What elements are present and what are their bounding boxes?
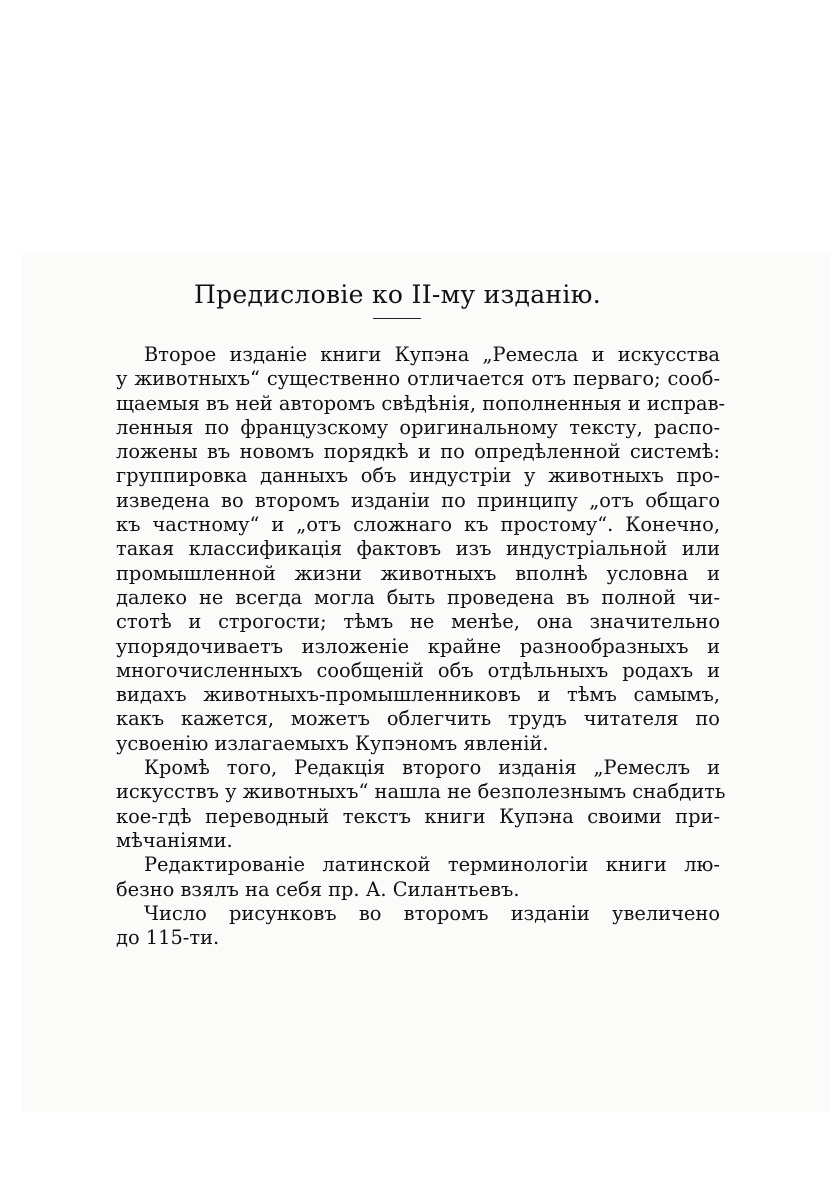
text-line: стотѣ и строгости; тѣмъ не менѣе, она значительно — [116, 610, 720, 634]
title-divider — [373, 318, 421, 319]
text-line: до 115-ти. — [116, 926, 220, 950]
text-line: видахъ животныхъ-промышленниковъ и тѣмъ самымъ, — [116, 683, 720, 707]
text-line: ложены въ новомъ порядкѣ и по опредѣленной системѣ: — [116, 440, 720, 464]
text-line: упорядочиваетъ изложеніе крайне разнообразныхъ и — [116, 634, 720, 658]
text-line: кое-гдѣ переводный текстъ книги Купэна своими при- — [116, 804, 720, 828]
text-line: искусствъ у животныхъ“ нашла не безполезнымъ снабдить — [116, 780, 726, 804]
text-line: многочисленныхъ сообщеній объ отдѣльныхъ родахъ и — [116, 658, 720, 682]
text-line: ленныя по французскому оригинальному тексту, распо- — [116, 415, 720, 439]
text-line: Редактированіе латинской терминологіи книги лю- — [144, 853, 720, 877]
text-line: Кромѣ того, Редакція второго изданія „Ремеслъ и — [144, 756, 720, 780]
text-line: щаемыя въ ней авторомъ свѣдѣнія, пополненныя и исправ- — [116, 391, 726, 415]
text-line: промышленной жизни животныхъ вполнѣ условна и — [116, 561, 720, 585]
text-line: мѣчаніями. — [116, 828, 233, 852]
text-line: Второе изданіе книги Купэна „Ремесла и искусства — [144, 343, 720, 366]
text-line: группировка данныхъ объ индустріи у животныхъ про- — [116, 464, 720, 488]
text-line: какъ кажется, можетъ облегчить трудъ читателя по — [116, 707, 720, 731]
preface-body — [116, 343, 726, 950]
text-line: къ частному“ и „отъ сложнаго къ простому“. Конечно, — [116, 513, 720, 537]
text-line: у животныхъ“ существенно отличается отъ перваго; сооб- — [116, 367, 720, 391]
text-line: безно взялъ на себя пр. А. Силантьевъ. — [116, 877, 520, 901]
text-line: изведена во второмъ изданіи по принципу „отъ общаго — [116, 488, 720, 512]
text-line: Число рисунковъ во второмъ изданіи увеличено — [144, 901, 720, 925]
text-line: усвоенію излагаемыхъ Купэномъ явленій. — [116, 731, 549, 755]
text-line: такая классификація фактовъ изъ индустріальной или — [116, 537, 720, 561]
text-line: далеко не всегда могла быть проведена въ полной чи- — [116, 585, 720, 609]
preface-title: Предисловіе ко II-му изданію. — [194, 280, 601, 309]
